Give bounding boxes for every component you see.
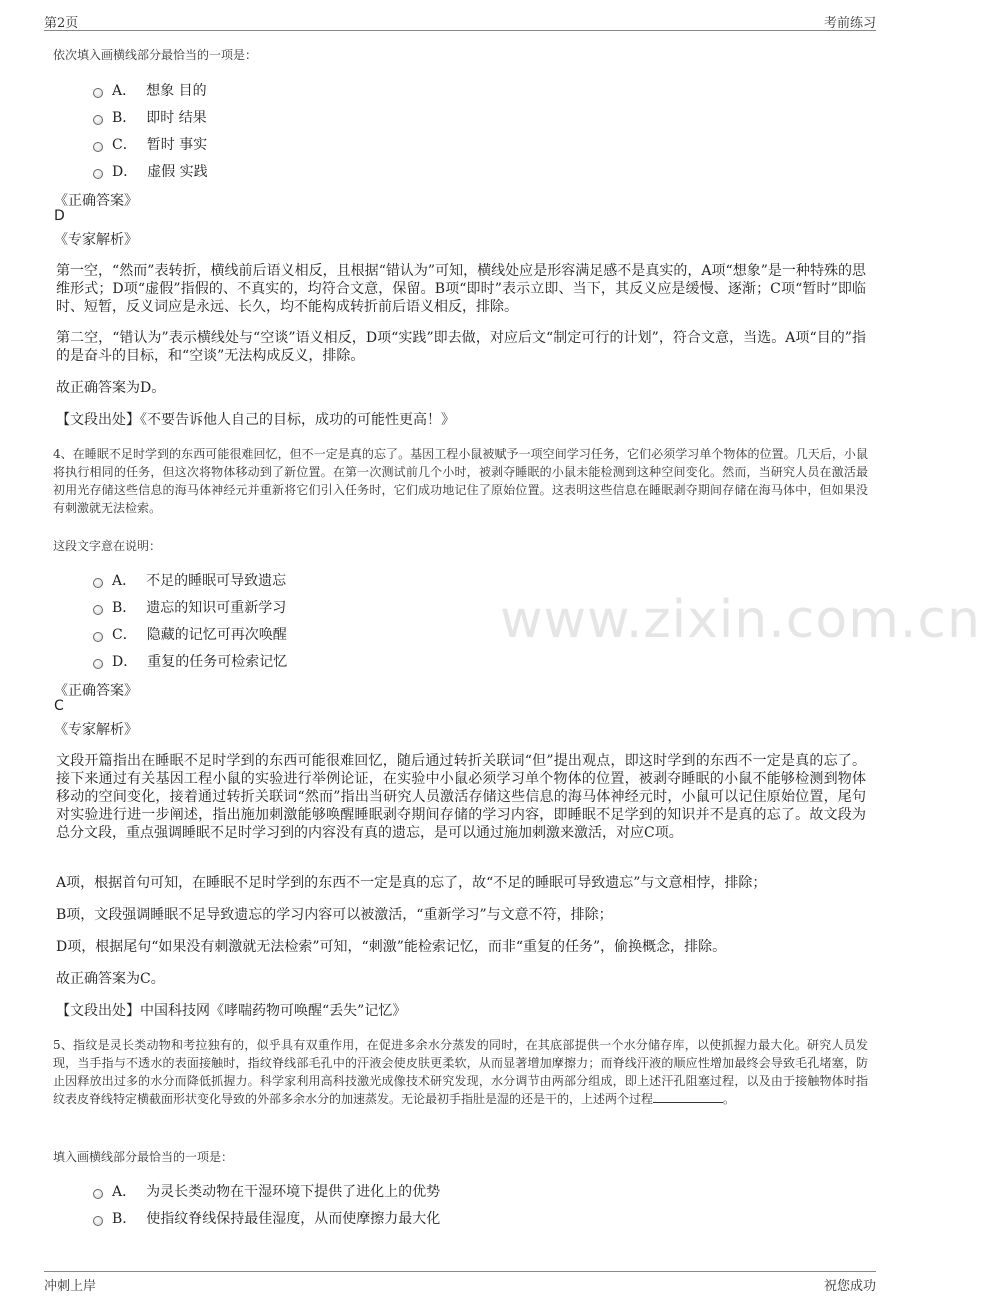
q5-stem [53, 1036, 868, 1108]
q3-option-d[interactable] [93, 161, 208, 181]
q3-analysis-p2: 第二空，“错认为”表示横线处与“空谈”语义相反，D项“实践”即去做，对应后文“制定可行的计划”，符合文意，当选。A项“目的”指的是奋斗的目标，和“空谈”无法构成反义，排除。 [56, 330, 866, 364]
option-letter: D． [112, 164, 138, 180]
option-letter: B． [112, 600, 137, 616]
option-letter: A． [112, 83, 137, 99]
radio-icon[interactable] [93, 1189, 103, 1199]
radio-icon[interactable] [93, 88, 103, 98]
q4-analysis-p5: 故正确答案为C。 [56, 971, 165, 987]
q4-prompt: 这段文字意在说明： [53, 539, 162, 553]
q4-answer-label: 《正确答案》 [54, 683, 138, 699]
page-number: 第2页 [44, 16, 79, 31]
option-letter: C． [112, 137, 137, 153]
option-letter: C． [112, 627, 137, 643]
option-text: 想象 目的 [146, 83, 207, 99]
footer-left: 冲刺上岸 [44, 1279, 97, 1294]
header-title: 考前练习 [823, 16, 876, 31]
fill-blank [653, 1090, 723, 1103]
q3-analysis-label: 《专家解析》 [54, 232, 138, 248]
option-text: 使指纹脊线保持最佳湿度，从而使摩擦力最大化 [146, 1211, 441, 1227]
q3-option-b[interactable] [93, 107, 207, 127]
watermark: www.zixin.com.cn [500, 590, 981, 650]
option-letter: A． [112, 573, 137, 589]
q3-analysis-p1: 第一空，“然而”表转折，横线前后语义相反，且根据“错认为”可知，横线处应是形容满足感不是真实的，A项“想象”是一种特殊的思维形式；D项“虚假”指假的、不真实的，均符合文意，保留。B项“即时”表示立即、当下，其反义应是缓慢、逐渐；C项“暂时”即临时、短暂，反义词应是永远、长久，均不能构成转折前后语义相反，排除。 [56, 263, 866, 315]
q4-analysis-p4: D项，根据尾句“如果没有刺激就无法检索”可知，“刺激”能检索记忆，而非“重复的任务”，偷换概念，排除。 [56, 939, 727, 955]
page-header [44, 10, 876, 31]
q5-option-a[interactable] [93, 1181, 440, 1201]
q3-prompt: 依次填入画横线部分最恰当的一项是： [53, 48, 258, 62]
option-letter: A． [112, 1184, 137, 1200]
q3-answer: D [54, 208, 65, 224]
q4-source: 【文段出处】中国科技网《哮喘药物可唤醒“丢失”记忆》 [56, 1003, 407, 1019]
page-footer [44, 1271, 876, 1296]
footer-right: 祝您成功 [823, 1279, 876, 1294]
q4-option-c[interactable] [93, 624, 287, 644]
option-text: 即时 结果 [146, 110, 207, 126]
option-letter: B． [112, 1211, 137, 1227]
radio-icon[interactable] [93, 578, 103, 588]
q3-analysis-p3: 故正确答案为D。 [56, 380, 166, 396]
option-text: 为灵长类动物在干湿环境下提供了进化上的优势 [146, 1184, 441, 1200]
q3-source: 【文段出处】《不要告诉他人自己的目标，成功的可能性更高！》 [56, 412, 455, 428]
option-text: 不足的睡眠可导致遗忘 [146, 573, 287, 589]
q4-stem: 4、在睡眠不足时学到的东西可能很难回忆，但不一定是真的忘了。基因工程小鼠被赋予一项空间学习任务，它们必须学习单个物体的位置。几天后，小鼠将执行相同的任务，但这次将物体移动到了新位置。在第一次测试前几个小时，被剥夺睡眠的小鼠未能检测到这种空间变化。然而，当研究人员在激活最初用光存储这些信息的海马体神经元并重新将它们引入任务时，它们成功地记住了原始位置。这表明这些信息在睡眠剥夺期间存储在海马体中，但如果没有刺激就无法检索。 [53, 447, 868, 515]
q4-option-a[interactable] [93, 570, 286, 590]
option-text: 暂时 事实 [146, 137, 208, 153]
option-text: 虚假 实践 [147, 164, 208, 180]
q3-option-a[interactable] [93, 80, 207, 100]
radio-icon[interactable] [93, 632, 103, 642]
q4-analysis-p3: B项，文段强调睡眠不足导致遗忘的学习内容可以被激活，“重新学习”与文意不符，排除； [56, 907, 613, 923]
q4-option-b[interactable] [93, 597, 286, 617]
q4-answer: C [54, 698, 64, 714]
radio-icon[interactable] [93, 605, 103, 615]
radio-icon[interactable] [93, 169, 103, 179]
radio-icon[interactable] [93, 659, 103, 669]
option-text: 重复的任务可检索记忆 [147, 654, 288, 670]
q5-option-b[interactable] [93, 1208, 440, 1228]
q5-stem-text: 5、指纹是灵长类动物和考拉独有的，似乎具有双重作用，在促进多余水分蒸发的同时，在其底部提供一个水分储存库，以使抓握力最大化。研究人员发现，当手指与不透水的表面接触时，指纹脊线部毛孔中的汗液会使皮肤更柔软，从而显著增加摩擦力；而脊线汗液的顺应性增加最终会导致毛孔堵塞，防止因释放出过多的水分而降低抓握力。科学家利用高科技激光成像技术研究发现，水分调节由两部分组成，即上述汗孔阻塞过程，以及由于接触物体时指纹表皮脊线特定横截面形状变化导致的外部多余水分的加速蒸发。无论最初手指肚是湿的还是干的，上述两个过程 [53, 1038, 868, 1106]
radio-icon[interactable] [93, 115, 103, 125]
q4-analysis-p2: A项，根据首句可知，在睡眠不足时学到的东西不一定是真的忘了，故“不足的睡眠可导致遗忘”与文意相悖，排除； [56, 875, 767, 891]
option-letter: B． [112, 110, 137, 126]
q5-stem-end: 。 [723, 1092, 736, 1106]
radio-icon[interactable] [93, 142, 103, 152]
option-text: 隐藏的记忆可再次唤醒 [146, 627, 287, 643]
q3-answer-label: 《正确答案》 [54, 193, 138, 209]
option-letter: D． [112, 654, 138, 670]
q4-option-d[interactable] [93, 651, 287, 671]
q4-analysis-p1: 文段开篇指出在睡眠不足时学到的东西可能很难回忆，随后通过转折关联词“但”提出观点，即这时学到的东西不一定是真的忘了。接下来通过有关基因工程小鼠的实验进行举例论证，在实验中小鼠必须学习单个物体的位置，被剥夺睡眠的小鼠不能够检测到物体移动的空间变化，接着通过转折关联词“然而”指出当研究人员激活存储这些信息的海马体神经元时，小鼠可以记住原始位置，尾句对实验进行进一步阐述，指出施加刺激能够唤醒睡眠剥夺期间存储的学习内容，即睡眠不足学到的知识并不是真的忘了。故文段为总分文段，重点强调睡眠不足时学习到的内容没有真的遗忘，是可以通过施加刺激来激活，对应C项。 [56, 753, 866, 841]
q4-analysis-label: 《专家解析》 [54, 722, 138, 738]
q3-option-c[interactable] [93, 134, 207, 154]
option-text: 遗忘的知识可重新学习 [146, 600, 287, 616]
radio-icon[interactable] [93, 1216, 103, 1226]
q5-prompt: 填入画横线部分最恰当的一项是： [53, 1150, 234, 1164]
